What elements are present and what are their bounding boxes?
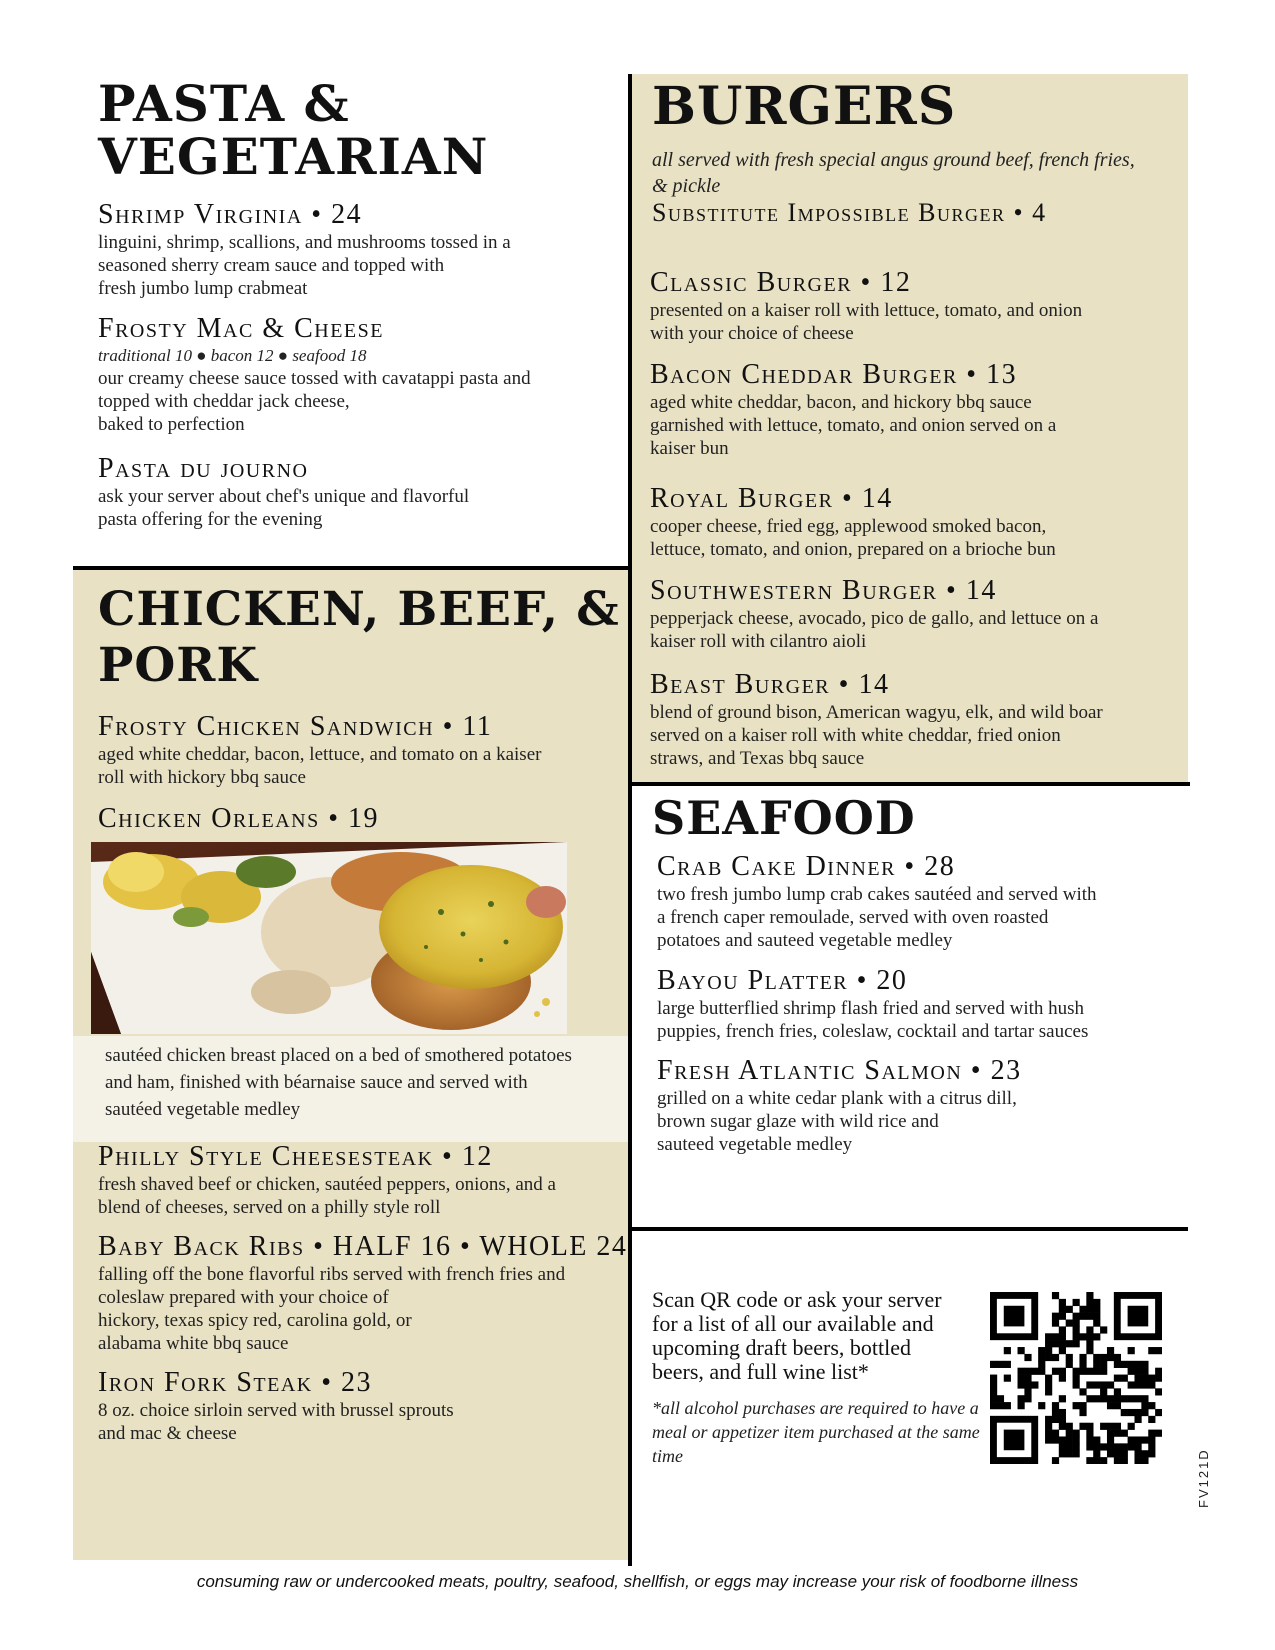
- qr-code[interactable]: [990, 1292, 1162, 1464]
- chicken-orleans-caption: [73, 1036, 628, 1142]
- menu-item-bayou-platter: [657, 966, 1088, 1043]
- item-desc-line: brown sugar glaze with wild rice and: [657, 1110, 939, 1132]
- item-desc-line: large butterflied shrimp flash fried and served with hush: [657, 997, 1085, 1019]
- item-desc-line: sautéed chicken breast placed on a bed of smothered potatoes: [105, 1045, 572, 1066]
- item-desc-line: a french caper remoulade, served with oven roasted: [657, 906, 1049, 928]
- chicken-title: [98, 582, 620, 694]
- item-name: Bacon Cheddar Burger • 13: [650, 359, 1018, 390]
- form-code: FV121D: [1196, 1448, 1211, 1508]
- item-name: Classic Burger • 12: [650, 267, 912, 298]
- chicken-orleans-photo: [91, 842, 567, 1034]
- menu-item-beast-burger: [650, 670, 1103, 770]
- item-name: Beast Burger • 14: [650, 669, 890, 700]
- item-name: Frosty Mac & Cheese: [98, 313, 384, 344]
- qr-text-line: for a list of all our available and: [652, 1311, 934, 1336]
- substitute-impossible: Substitute Impossible Burger • 4: [652, 197, 1047, 227]
- pasta-title-line2: VEGETARIAN: [98, 126, 489, 186]
- item-desc-line: blend of cheeses, served on a philly style roll: [98, 1196, 441, 1218]
- qr-fine-line: meal or appetizer item purchased at the same: [652, 1422, 980, 1442]
- menu-item-chicken-orleans: [98, 804, 379, 835]
- burgers-title: BURGERS: [652, 76, 957, 137]
- seafood-header: [652, 791, 916, 845]
- menu-item-frosty-mac: [98, 314, 531, 436]
- item-name: Crab Cake Dinner • 28: [657, 851, 956, 882]
- food-safety-notice: consuming raw or undercooked meats, poultry, seafood, shellfish, or eggs may increase your risk of foodborne illness: [196, 1572, 1079, 1591]
- menu-item-royal-burger: [650, 484, 1056, 561]
- item-desc-line: aged white cheddar, bacon, lettuce, and tomato on a kaiser: [98, 743, 542, 765]
- item-desc-line: sautéed vegetable medley: [105, 1099, 301, 1120]
- item-variants: traditional 10 ● bacon 12 ● seafood 18: [98, 345, 367, 365]
- item-name: Baby Back Ribs • HALF 16 • WHOLE 24: [98, 1231, 628, 1262]
- item-desc-line: served on a kaiser roll with white cheddar, fried onion: [650, 724, 1061, 746]
- item-desc-line: baked to perfection: [98, 413, 245, 435]
- item-desc-line: straws, and Texas bbq sauce: [650, 747, 865, 769]
- chicken-title-line2: PORK: [98, 638, 259, 693]
- menu-item-bacon-cheddar-burger: [650, 360, 1056, 460]
- item-desc-line: 8 oz. choice sirloin served with brussel sprouts: [98, 1399, 454, 1421]
- item-desc-line: ask your server about chef's unique and flavorful: [98, 485, 470, 507]
- chicken-title-line1: CHICKEN, BEEF, &: [98, 582, 620, 637]
- menu-item-pasta-du-journo: [98, 454, 469, 531]
- burgers-header: [652, 76, 1135, 227]
- item-desc-line: with your choice of cheese: [650, 322, 854, 344]
- item-desc-line: potatoes and sauteed vegetable medley: [657, 929, 953, 951]
- item-desc-line: aged white cheddar, bacon, and hickory bbq sauce: [650, 391, 1032, 413]
- burgers-note-line: & pickle: [652, 174, 721, 197]
- item-desc-line: our creamy cheese sauce tossed with cavatappi pasta and: [98, 367, 531, 389]
- item-name: Shrimp Virginia • 24: [98, 199, 363, 230]
- item-desc-line: and mac & cheese: [98, 1422, 237, 1444]
- item-desc-line: hickory, texas spicy red, carolina gold, or: [98, 1309, 412, 1331]
- pasta-title: [98, 74, 489, 186]
- item-desc-line: seasoned sherry cream sauce and topped with: [98, 254, 445, 276]
- item-desc-line: alabama white bbq sauce: [98, 1332, 289, 1354]
- menu-item-shrimp-virginia: [98, 200, 511, 300]
- item-desc-line: fresh shaved beef or chicken, sautéed peppers, onions, and a: [98, 1173, 556, 1195]
- item-desc-line: grilled on a white cedar plank with a citrus dill,: [657, 1087, 1017, 1109]
- item-desc-line: sauteed vegetable medley: [657, 1133, 853, 1155]
- menu-item-crab-cake-dinner: [657, 852, 1097, 952]
- item-name: Philly Style Cheesesteak • 12: [98, 1141, 493, 1172]
- item-desc-line: two fresh jumbo lump crab cakes sautéed and served with: [657, 883, 1097, 905]
- item-desc-line: topped with cheddar jack cheese,: [98, 390, 350, 412]
- item-name: Southwestern Burger • 14: [650, 575, 997, 606]
- qr-fine-line: *all alcohol purchases are required to have a: [652, 1398, 979, 1418]
- item-desc-line: presented on a kaiser roll with lettuce, tomato, and onion: [650, 299, 1083, 321]
- item-desc-line: kaiser roll with cilantro aioli: [650, 630, 867, 652]
- menu-item-baby-back-ribs: [98, 1232, 627, 1355]
- menu-item-frosty-chicken-sandwich: [98, 712, 541, 789]
- item-name: Frosty Chicken Sandwich • 11: [98, 711, 493, 742]
- item-desc-line: and ham, finished with béarnaise sauce and served with: [105, 1072, 528, 1093]
- item-desc-line: linguini, shrimp, scallions, and mushrooms tossed in a: [98, 231, 511, 253]
- item-name: Royal Burger • 14: [650, 483, 893, 514]
- item-desc-line: puppies, french fries, coleslaw, cocktail and tartar sauces: [657, 1020, 1089, 1042]
- qr-code-graphic: [990, 1292, 1162, 1464]
- qr-text-line: upcoming draft beers, bottled: [652, 1335, 912, 1360]
- center-divider: [628, 74, 632, 1566]
- menu-item-fresh-atlantic-salmon: [657, 1056, 1022, 1156]
- qr-text-line: beers, and full wine list*: [652, 1359, 869, 1384]
- item-desc-line: garnished with lettuce, tomato, and onion served on a: [650, 414, 1057, 436]
- item-desc-line: lettuce, tomato, and onion, prepared on a brioche bun: [650, 538, 1056, 560]
- item-desc-line: blend of ground bison, American wagyu, elk, and wild boar: [650, 701, 1103, 723]
- seafood-divider: [632, 1227, 1188, 1231]
- item-desc-line: kaiser bun: [650, 437, 729, 459]
- burgers-divider: [632, 782, 1190, 786]
- menu-item-philly-cheesesteak: [98, 1142, 556, 1219]
- item-name: Pasta du journo: [98, 453, 309, 484]
- item-name: Fresh Atlantic Salmon • 23: [657, 1055, 1022, 1086]
- burgers-note-line: all served with fresh special angus ground beef, french fries,: [652, 148, 1135, 171]
- item-desc-line: cooper cheese, fried egg, applewood smoked bacon,: [650, 515, 1047, 537]
- item-name: Bayou Platter • 20: [657, 965, 908, 996]
- seafood-title: SEAFOOD: [652, 791, 916, 845]
- qr-fine-line: time: [652, 1446, 683, 1466]
- item-desc-line: pasta offering for the evening: [98, 508, 323, 530]
- pasta-divider: [73, 566, 632, 570]
- item-name: Chicken Orleans • 19: [98, 803, 380, 834]
- menu-item-southwestern-burger: [650, 576, 1098, 653]
- item-desc-line: coleslaw prepared with your choice of: [98, 1286, 389, 1308]
- item-desc-line: falling off the bone flavorful ribs served with french fries and: [98, 1263, 566, 1285]
- qr-text-line: Scan QR code or ask your server: [652, 1287, 942, 1312]
- menu-item-iron-fork-steak: [98, 1368, 454, 1445]
- qr-info: [652, 1288, 982, 1468]
- item-desc-line: fresh jumbo lump crabmeat: [98, 277, 308, 299]
- item-desc-line: roll with hickory bbq sauce: [98, 766, 306, 788]
- pasta-title-line1: PASTA &: [98, 74, 350, 133]
- item-desc-line: pepperjack cheese, avocado, pico de gallo, and lettuce on a: [650, 607, 1099, 629]
- menu-item-classic-burger: [650, 268, 1082, 345]
- item-name: Iron Fork Steak • 23: [98, 1367, 373, 1398]
- food-photo-illustration: [91, 842, 567, 1034]
